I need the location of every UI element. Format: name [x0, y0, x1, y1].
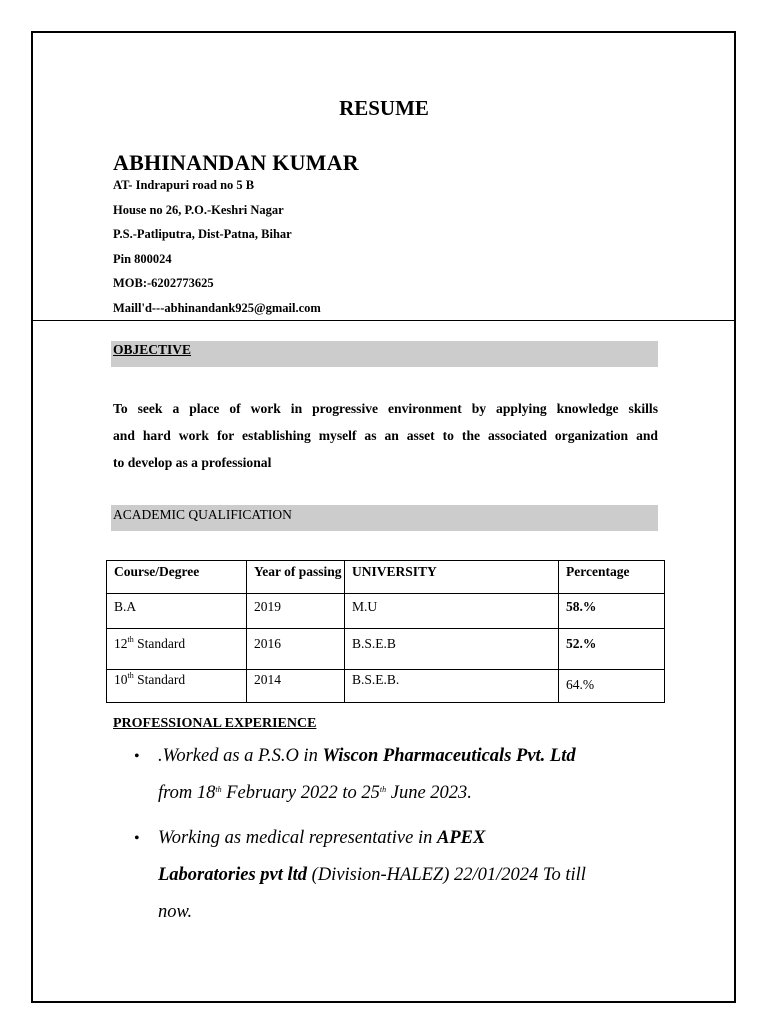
company-name-part-2: Laboratories pvt ltd [158, 865, 308, 885]
cell-year: 2016 [247, 629, 345, 670]
cell-course: B.A [107, 594, 247, 629]
bullet-icon: • [134, 830, 140, 847]
address-line-street: AT- Indrapuri road no 5 B [113, 178, 255, 192]
cell-university: M.U [345, 594, 559, 629]
header-divider [33, 320, 734, 321]
cell-university: B.S.E.B. [345, 670, 559, 703]
address-line-house: House no 26, P.O.-Keshri Nagar [113, 203, 284, 217]
experience-list [134, 738, 658, 931]
column-header-year: Year of passing [247, 561, 345, 594]
cell-percentage: 58.% [559, 594, 665, 629]
cell-year: 2019 [247, 594, 345, 629]
academic-table [106, 560, 665, 703]
table-header-row [107, 561, 665, 594]
objective-heading-bar [111, 341, 658, 367]
address-line-pin: Pin 800024 [113, 252, 172, 266]
objective-line-2: and hard work for establishing myself as an asset to the associated organization and [113, 428, 658, 443]
column-header-percentage: Percentage [559, 561, 665, 594]
candidate-name: ABHINANDAN KUMAR [113, 150, 359, 175]
table-row [107, 670, 665, 703]
academic-heading: ACADEMIC QUALIFICATION [113, 507, 292, 522]
company-name-part-1: APEX [437, 828, 486, 848]
email-address: Maill'd---abhinandank925@gmail.com [113, 301, 321, 315]
column-header-course: Course/Degree [107, 561, 247, 594]
objective-text [113, 395, 658, 476]
document-title: RESUME [339, 96, 429, 120]
table-row [107, 629, 665, 670]
mobile-number: MOB:-6202773625 [113, 276, 214, 290]
objective-line-1: To seek a place of work in progressive environment by applying knowledge skills [113, 401, 658, 416]
cell-percentage: 52.% [559, 629, 665, 670]
column-header-university: UNIVERSITY [345, 561, 559, 594]
company-name: Wiscon Pharmaceuticals Pvt. Ltd [322, 746, 576, 766]
list-item: • .Worked as a P.S.O in Wiscon Pharmaceuticals Pvt. Ltd from 18th February 2022 to 25th June 2023. [158, 738, 658, 812]
experience-heading: PROFESSIONAL EXPERIENCE [113, 716, 317, 731]
cell-course: 12th Standard [107, 629, 247, 670]
address-line-district: P.S.-Patliputra, Dist-Patna, Bihar [113, 227, 292, 241]
objective-heading: OBJECTIVE [113, 342, 192, 357]
cell-percentage: 64.% [559, 670, 665, 703]
cell-course: 10th Standard [107, 670, 247, 703]
bullet-icon: • [134, 748, 140, 765]
objective-line-3: to develop as a professional [113, 455, 272, 470]
cell-university: B.S.E.B [345, 629, 559, 670]
list-item: • Working as medical representative in APEX Laboratories pvt ltd (Division-HALEZ) 22/01/2024 To till now. [158, 820, 658, 931]
cell-year: 2014 [247, 670, 345, 703]
table-row [107, 594, 665, 629]
